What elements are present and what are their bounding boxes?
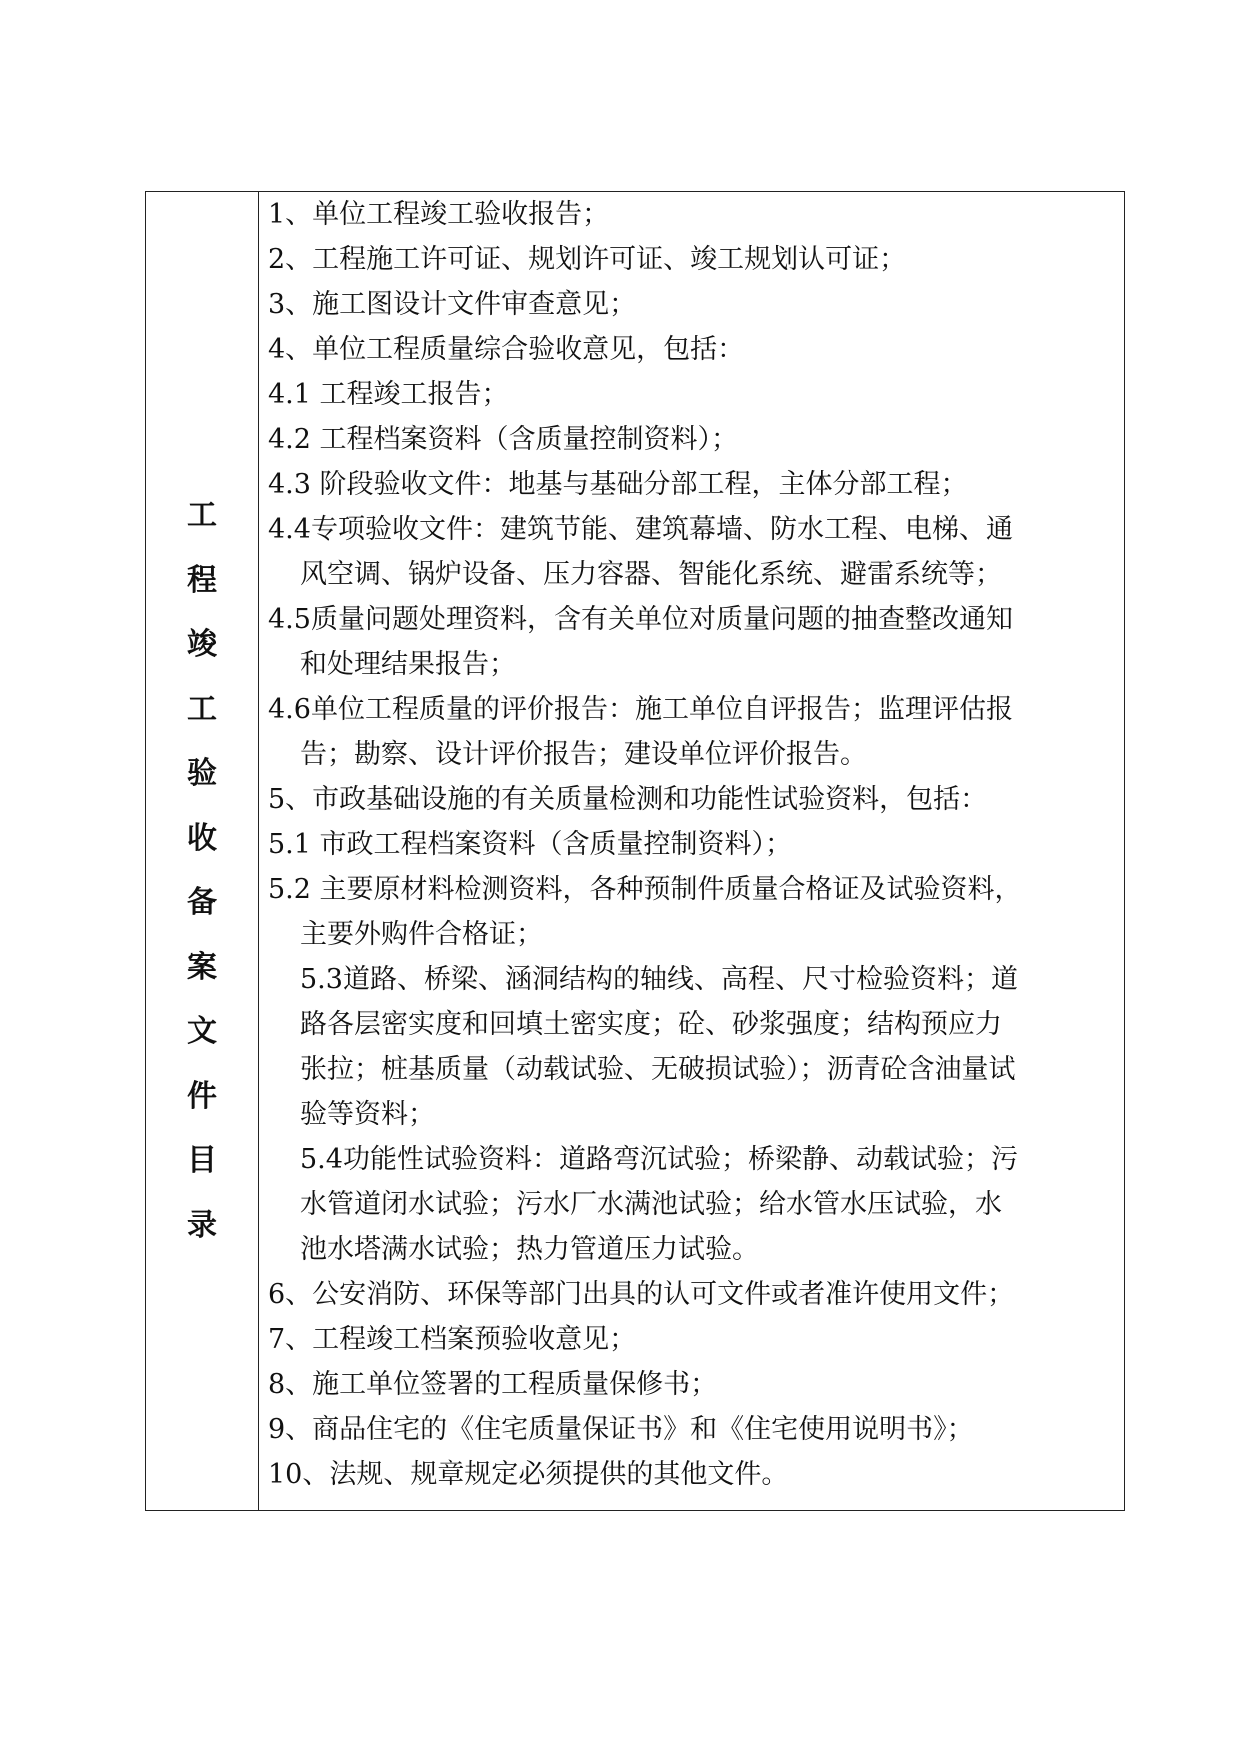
archive-table (145, 191, 1125, 1511)
list-item: 5.1 市政工程档案资料（含质量控制资料）； (268, 829, 793, 860)
file-list (268, 192, 1118, 1497)
list-item: 2、工程施工许可证、规划许可证、竣工规划认可证； (268, 244, 907, 275)
list-item: 5.4功能性试验资料：道路弯沉试验；桥梁静、动载试验；污 (300, 1144, 1018, 1175)
title-char: 验 (187, 756, 217, 791)
list-item: 4.5质量问题处理资料，含有关单位对质量问题的抽查整改通知 (268, 604, 1013, 635)
list-item: 10、法规、规章规定必须提供的其他文件。 (268, 1459, 789, 1490)
title-char: 案 (187, 949, 217, 985)
list-item: 4.1 工程竣工报告； (268, 379, 509, 410)
list-item-continuation: 主要外购件合格证； (300, 919, 543, 950)
content-column (259, 192, 1124, 1510)
list-item: 8、施工单位签署的工程质量保修书； (268, 1369, 718, 1400)
list-item-continuation: 水管道闭水试验；污水厂水满池试验；给水管水压试验，水 (300, 1189, 1002, 1220)
list-item-continuation: 池水塔满水试验；热力管道压力试验。 (300, 1234, 759, 1265)
list-item-continuation: 和处理结果报告； (300, 649, 516, 680)
list-item: 4、单位工程质量综合验收意见，包括： (268, 334, 745, 365)
list-item: 5.2 主要原材料检测资料，各种预制件质量合格证及试验资料， (268, 874, 1022, 905)
list-item: 4.4专项验收文件：建筑节能、建筑幕墙、防水工程、电梯、通 (268, 514, 1013, 545)
title-char: 文 (187, 1014, 217, 1049)
list-item: 5、市政基础设施的有关质量检测和功能性试验资料，包括： (268, 784, 988, 815)
title-char: 录 (187, 1207, 217, 1243)
list-item: 5.3道路、桥梁、涵洞结构的轴线、高程、尺寸检验资料；道 (300, 964, 1018, 995)
list-item: 7、工程竣工档案预验收意见； (268, 1324, 637, 1355)
title-char: 件 (187, 1078, 217, 1114)
title-char: 工 (187, 498, 217, 533)
list-item-continuation: 张拉；桩基质量（动载试验、无破损试验）；沥青砼含油量试 (300, 1054, 1016, 1085)
vertical-title (146, 484, 258, 1258)
list-item-continuation: 路各层密实度和回填土密实度；砼、砂浆强度；结构预应力 (300, 1009, 1002, 1040)
title-char: 收 (187, 820, 217, 856)
list-item: 6、公安消防、环保等部门出具的认可文件或者准许使用文件； (268, 1279, 1015, 1310)
list-item-continuation: 告；勘察、设计评价报告；建设单位评价报告。 (300, 739, 867, 770)
list-item-continuation: 风空调、锅炉设备、压力容器、智能化系统、避雷系统等； (300, 559, 1002, 590)
list-item: 4.2 工程档案资料（含质量控制资料）； (268, 424, 739, 455)
title-char: 目 (187, 1143, 217, 1178)
title-char: 备 (187, 885, 217, 920)
list-item: 3、施工图设计文件审查意见； (268, 289, 637, 320)
list-item: 4.6单位工程质量的评价报告：施工单位自评报告；监理评估报 (268, 694, 1013, 725)
list-item: 1、单位工程竣工验收报告； (268, 199, 610, 230)
title-char: 竣 (187, 627, 217, 662)
list-item-continuation: 验等资料； (300, 1099, 435, 1130)
title-column (146, 192, 259, 1510)
title-char: 工 (187, 691, 217, 727)
list-item: 4.3 阶段验收文件：地基与基础分部工程，主体分部工程； (268, 469, 968, 500)
title-char: 程 (187, 562, 217, 598)
list-item: 9、商品住宅的《住宅质量保证书》和《住宅使用说明书》； (268, 1414, 974, 1445)
